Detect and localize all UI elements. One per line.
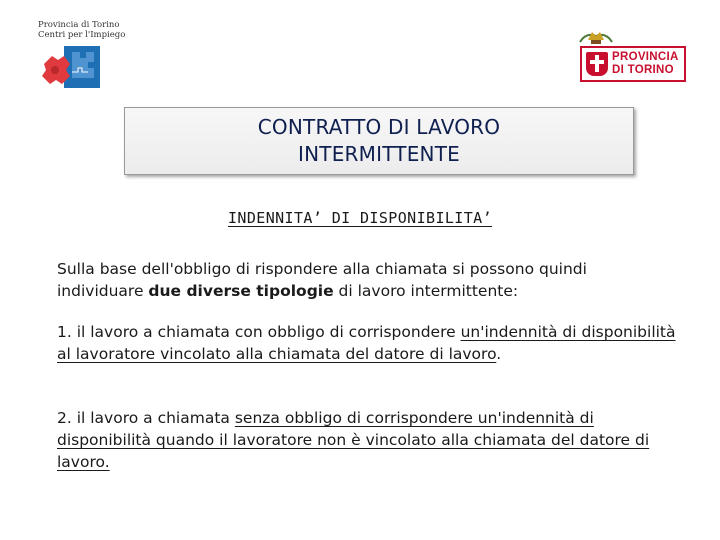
centri-impiego-logo [38,20,148,100]
logo-left-caption [38,20,148,40]
title-line2: INTERMITTENTE [298,142,460,166]
title-box [124,107,634,175]
point2-text: 2. il lavoro a chiamata [57,409,235,427]
logo-left-line1: Provincia di Torino [38,20,120,30]
intro-text: Sulla base dell'obbligo di rispondere alla chiamata si possono quindi individuare [57,260,587,300]
paragraph-intro [57,258,677,302]
intro-text-end: di lavoro intermittente: [333,282,519,300]
title-line1: CONTRATTO DI LAVORO [257,115,501,139]
logo-left-line2: Centri per l'Impiego [38,30,126,40]
puzzle-icon [38,42,108,94]
intro-bold: due diverse tipologie [148,282,334,300]
provincia-line2: DI TORINO [612,64,674,76]
provincia-text [612,51,679,77]
shield-icon [586,52,608,76]
point2-underlined: senza obbligo di corrispondere un'indennità di disponibilità quando il lavoratore non è vincolato alla chiamata del datore di lavoro. [57,409,650,471]
point1-underlined: un'indennità di disponibilità al lavoratore vincolato alla chiamata del datore di lavoro [57,323,676,363]
coat-of-arms-icon [576,28,616,48]
paragraph-point-1 [57,321,677,365]
provincia-torino-logo [576,28,688,84]
provincia-badge [580,46,686,82]
point1-text: 1. il lavoro a chiamata con obbligo di corrispondere [57,323,461,341]
point1-end: . [496,345,502,363]
provincia-line1: PROVINCIA [612,51,679,63]
paragraph-point-2 [57,407,677,473]
section-subtitle: INDENNITA’ DI DISPONIBILITA’ [227,209,493,227]
